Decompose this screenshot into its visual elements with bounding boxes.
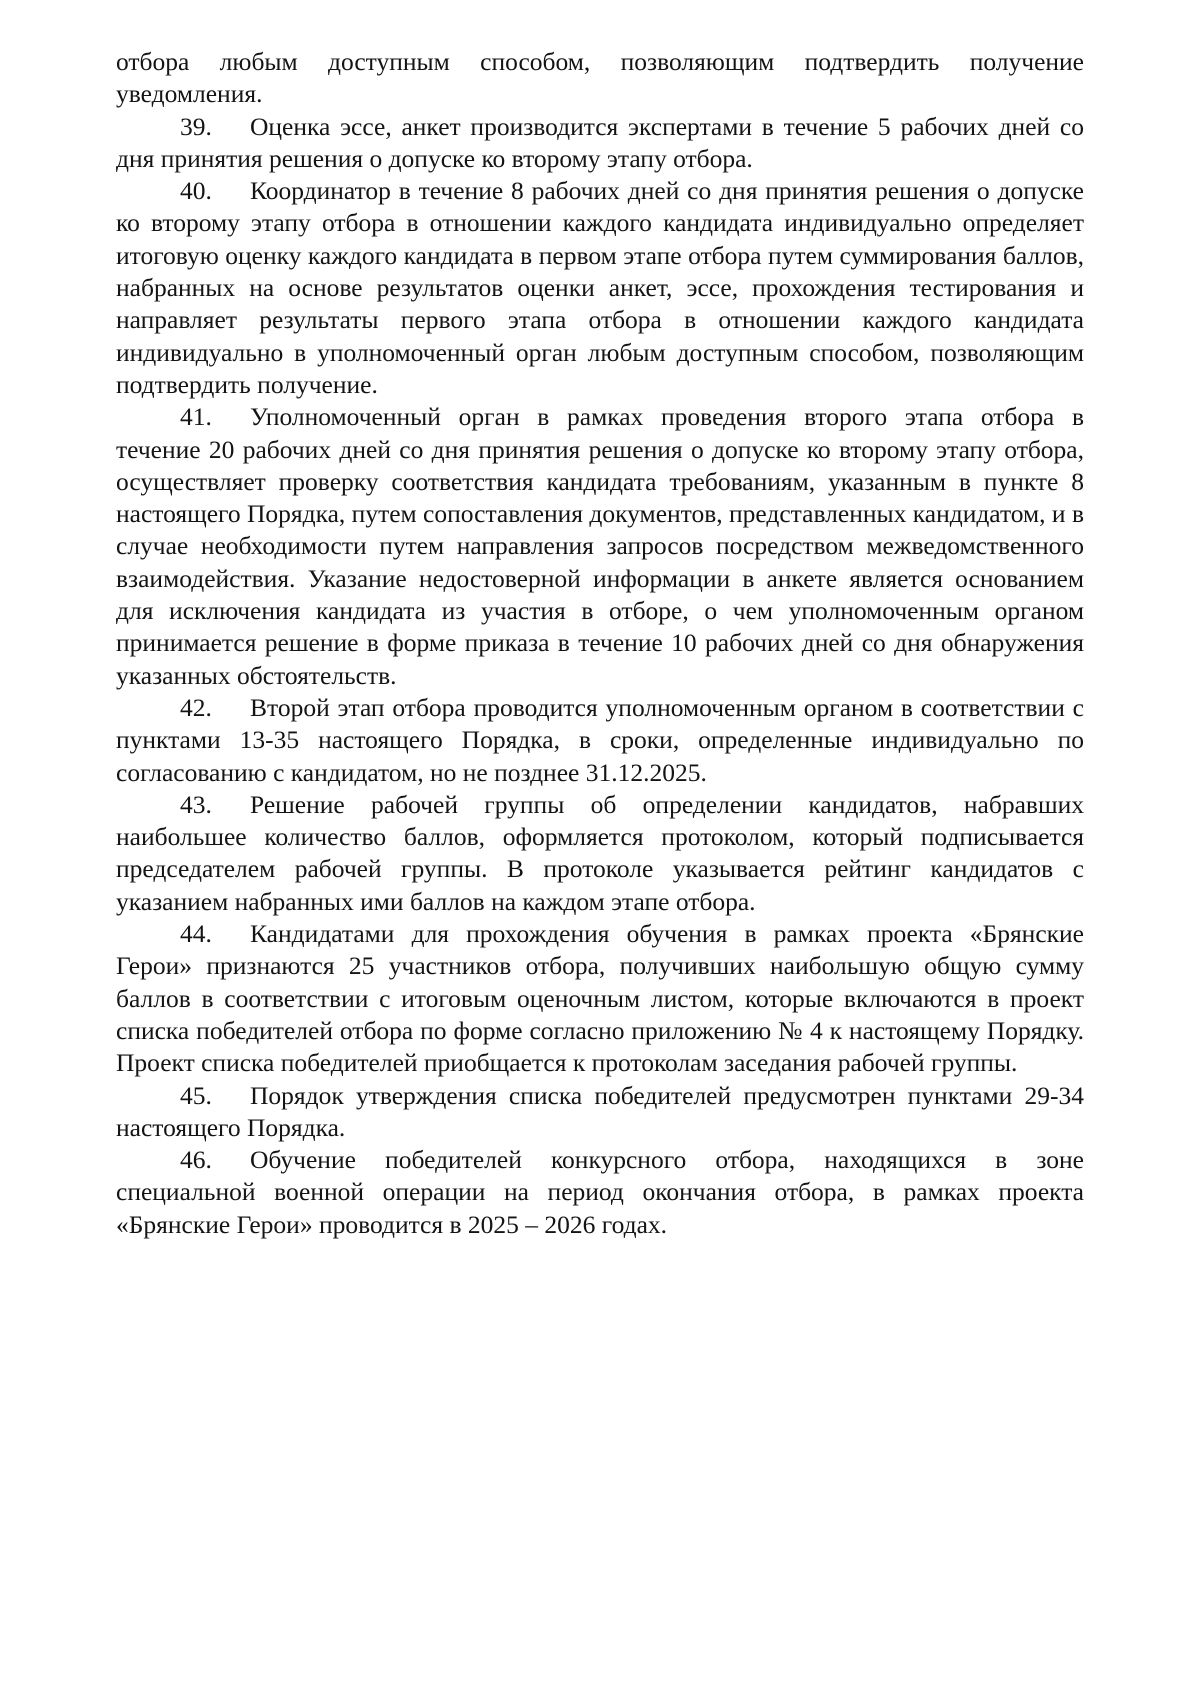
item-number: 42. xyxy=(180,692,212,722)
item-number: 44. xyxy=(180,919,212,949)
item-text: Координатор в течение 8 рабочих дней со дня принятия решения о допуске ко второму этапу отбора в отношении каждого кандидата индивидуально определяет итоговую оценку каждого кандидата в первом этапе отбора путем суммирования баллов, набранных на основе результатов оценки анкет, эссе, прохождения тестирования и направляет результаты первого этапа отбора в отношении каждого кандидата индивидуально в уполномоченный орган любым доступным способом, позволяющим подтвердить получение. xyxy=(116,176,1084,399)
item-number: 43. xyxy=(180,789,212,819)
item-46 xyxy=(116,1144,1084,1241)
item-number: 41. xyxy=(180,402,212,432)
item-44 xyxy=(116,918,1084,1079)
item-text: Оценка эссе, анкет производится экспертами в течение 5 рабочих дней со дня принятия решения о допуске ко второму этапу отбора. xyxy=(116,111,1084,173)
item-number: 39. xyxy=(180,111,212,141)
item-number: 46. xyxy=(180,1145,212,1175)
item-text: Второй этап отбора проводится уполномоченным органом в соответствии с пунктами 13-35 настоящего Порядка, в сроки, определенные индивидуально по согласованию с кандидатом, но не позднее 31.12.2025. xyxy=(116,692,1084,787)
item-45 xyxy=(116,1080,1084,1145)
continuation-paragraph xyxy=(116,46,1084,111)
item-40 xyxy=(116,175,1084,401)
item-number: 40. xyxy=(180,176,212,206)
item-39 xyxy=(116,111,1084,176)
item-text: Кандидатами для прохождения обучения в рамках проекта «Брянские Герои» признаются 25 участников отбора, получивших наибольшую общую сумму баллов в соответствии с итоговым оценочным листом, которые включаются в проект списка победителей отбора по форме согласно приложению № 4 к настоящему Порядку. Проект списка победителей приобщается к протоколам заседания рабочей группы. xyxy=(116,919,1084,1078)
document-body xyxy=(116,46,1084,1241)
item-text: Уполномоченный орган в рамках проведения второго этапа отбора в течение 20 рабочих дней со дня принятия решения о допуске ко второму этапу отбора, осуществляет проверку соответствия кандидата требованиям, указанным в пункте 8 настоящего Порядка, путем сопоставления документов, представленных кандидатом, и в случае необходимости путем направления запросов посредством межведомственного взаимодействия. Указание недостоверной информации в анкете является основанием для исключения кандидата из участия в отборе, о чем уполномоченным органом принимается решение в форме приказа в течение 10 рабочих дней со дня обнаружения указанных обстоятельств. xyxy=(116,402,1084,690)
item-text: Обучение победителей конкурсного отбора, находящихся в зоне специальной военной операции на период окончания отбора, в рамках проекта «Брянские Герои» проводится в 2025 – 2026 годах. xyxy=(116,1145,1084,1239)
paragraph-text: отбора любым доступным способом, позволяющим подтвердить получение уведомления. xyxy=(116,47,1084,109)
item-text: Порядок утверждения списка победителей предусмотрен пунктами 29-34 настоящего Порядка. xyxy=(116,1080,1084,1142)
item-43 xyxy=(116,789,1084,918)
item-number: 45. xyxy=(180,1080,212,1110)
item-41 xyxy=(116,401,1084,692)
item-text: Решение рабочей группы об определении кандидатов, набравших наибольшее количество баллов, оформляется протоколом, который подписывается председателем рабочей группы. В протоколе указывается рейтинг кандидатов с указанием набранных ими баллов на каждом этапе отбора. xyxy=(116,789,1084,916)
item-42 xyxy=(116,692,1084,789)
